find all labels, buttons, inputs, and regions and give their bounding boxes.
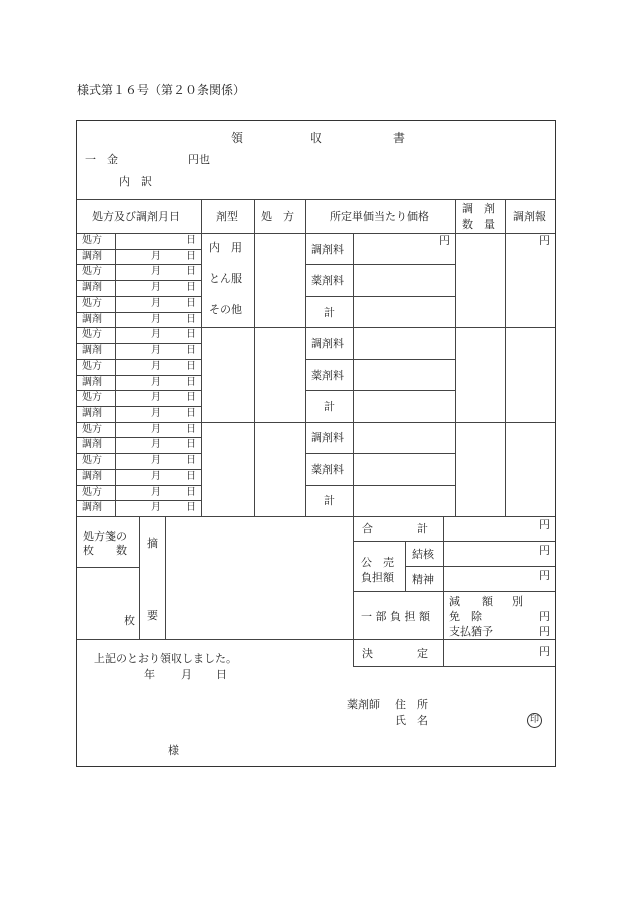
- row-label: 調剤: [82, 502, 102, 514]
- fee-item-line: [305, 359, 455, 360]
- day-label: 日: [186, 376, 196, 388]
- row-label: 処方: [82, 235, 102, 246]
- tb-label: 結核: [412, 548, 434, 561]
- header-quantity-bottom: 数 量: [462, 218, 495, 231]
- col-line-item: [353, 233, 354, 516]
- receipt-form: [76, 120, 556, 767]
- final-label: 決 定: [362, 647, 428, 660]
- row-label: 処方: [82, 455, 102, 467]
- day-label: 日: [186, 266, 196, 278]
- row-label: 調剤: [82, 376, 102, 388]
- title-char-1: 領: [231, 131, 244, 145]
- month-label: 月: [151, 486, 161, 498]
- day-label: 日: [186, 392, 196, 404]
- month-label: 月: [151, 439, 161, 451]
- row-line: [77, 343, 201, 344]
- remarks-col-line: [165, 516, 166, 639]
- month-label: 月: [151, 297, 161, 309]
- month-label: 月: [151, 360, 161, 372]
- final-yen: 円: [539, 645, 550, 658]
- col-line-form: [254, 199, 255, 516]
- month-label: 月: [151, 470, 161, 482]
- sheets-label-top: 処方箋の: [83, 530, 127, 543]
- block-line: [201, 327, 555, 328]
- day-label: 日: [186, 439, 196, 451]
- row-line: [77, 469, 201, 470]
- exemption-label: 免 除: [449, 610, 482, 623]
- receipt-statement: 上記のとおり領収しました。: [94, 652, 237, 665]
- mental-label: 精神: [412, 573, 434, 586]
- header-bottom-line: [77, 233, 555, 234]
- category-label: 別: [512, 595, 523, 608]
- row-label: 調剤: [82, 313, 102, 325]
- exemption-yen: 円: [539, 610, 550, 623]
- day-label: 日: [186, 360, 196, 372]
- sheets-col-line: [139, 516, 140, 639]
- day-label: 日: [186, 297, 196, 309]
- price-yen: 円: [439, 234, 450, 247]
- month-label: 月: [151, 392, 161, 404]
- fee-item-line: [305, 264, 455, 265]
- total-row-line: [353, 541, 555, 542]
- grid-bottom-line: [77, 516, 555, 517]
- month-label: 月: [151, 282, 161, 294]
- form-number: 様式第１６号（第２０条関係）: [77, 83, 246, 97]
- day-label: 日: [186, 329, 196, 341]
- row-line: [77, 249, 201, 250]
- row-label: 処方: [82, 329, 102, 341]
- row-label: 調剤: [82, 250, 102, 262]
- day-label: 日: [186, 455, 196, 467]
- month-label: 月: [151, 502, 161, 514]
- honorific: 様: [168, 744, 179, 757]
- row-label: 処方: [82, 486, 102, 498]
- dosage-form-label: 内 用: [209, 241, 242, 254]
- row-label: 調剤: [82, 407, 102, 419]
- month-label: 月: [151, 455, 161, 467]
- day-label: 日: [186, 486, 196, 498]
- month-label: 月: [151, 345, 161, 356]
- mental-yen: 円: [539, 569, 550, 582]
- row-label: 処方: [82, 297, 102, 309]
- title-char-3: 書: [393, 131, 406, 145]
- col-line-date: [201, 199, 202, 516]
- month-label: 月: [151, 376, 161, 388]
- dosage-form-label: その他: [209, 303, 242, 316]
- header-dosage-form: 剤型: [216, 210, 238, 223]
- row-label: 処方: [82, 423, 102, 435]
- month-label: 月: [151, 266, 161, 278]
- fee-yen: 円: [539, 234, 550, 247]
- final-bottom-line: [353, 666, 555, 667]
- row-line: [77, 296, 201, 297]
- header-fee: 調剤報: [513, 210, 546, 223]
- row-label: 調剤: [82, 345, 102, 356]
- month-label: 月: [151, 250, 161, 262]
- row-line: [77, 453, 201, 454]
- row-label: 調剤: [82, 439, 102, 451]
- day-label: 日: [186, 282, 196, 294]
- tb-yen: 円: [539, 544, 550, 557]
- fee-item-label: 調剤料: [311, 242, 344, 256]
- fee-item-label: 薬剤料: [311, 274, 344, 288]
- day-label: 日: [186, 502, 196, 514]
- year-label: 年: [144, 668, 155, 681]
- public-mid-line: [405, 566, 555, 567]
- row-label: 調剤: [82, 282, 102, 294]
- deferral-label: 支払猶予: [449, 625, 493, 638]
- day-label: 日: [186, 235, 196, 246]
- partial-label: 一 部 負 担 額: [361, 610, 430, 623]
- fee-item-line: [305, 485, 455, 486]
- title-char-2: 収: [310, 131, 323, 145]
- row-label: 処方: [82, 392, 102, 404]
- fee-item-line: [305, 453, 455, 454]
- row-line: [77, 359, 201, 360]
- fee-item-label: 計: [324, 399, 335, 413]
- fee-item-label: 薬剤料: [311, 462, 344, 476]
- public-label-top: 公 売: [361, 556, 394, 569]
- header-prescription: 処 方: [261, 210, 294, 223]
- fee-item-label: 調剤料: [311, 337, 344, 350]
- row-line: [77, 406, 201, 407]
- total-label: 合 計: [362, 522, 428, 535]
- row-label: 処方: [82, 266, 102, 278]
- fee-item-label: 計: [324, 305, 335, 319]
- day-label: 日: [186, 423, 196, 435]
- month-label: 月: [151, 329, 161, 341]
- day-label: 日: [186, 250, 196, 262]
- pharmacist-name: 氏 名: [395, 714, 428, 727]
- day-label: 日: [216, 668, 227, 681]
- month-label: 月: [151, 407, 161, 419]
- pharmacist-address: 住 所: [395, 698, 428, 711]
- row-line: [77, 422, 201, 423]
- deferral-yen: 円: [539, 625, 550, 638]
- public-label-bottom: 負担額: [361, 571, 394, 584]
- header-quantity-top: 調 剤: [462, 202, 495, 215]
- fee-item-label: 計: [324, 494, 335, 508]
- day-label: 日: [186, 313, 196, 325]
- month-label: 月: [181, 668, 192, 681]
- remarks-top: 摘: [147, 537, 158, 550]
- public-bottom-line: [353, 591, 555, 592]
- day-label: 日: [186, 470, 196, 482]
- row-label: 処方: [82, 360, 102, 372]
- row-label: 調剤: [82, 470, 102, 482]
- sheets-divider: [77, 567, 139, 568]
- row-line: [77, 375, 201, 376]
- pharmacist-label: 薬剤師: [347, 698, 380, 711]
- block-line: [201, 422, 555, 423]
- col-line-qty: [505, 199, 506, 516]
- day-label: 日: [186, 345, 196, 356]
- header-date: 処方及び調剤月日: [92, 210, 180, 223]
- header-unit-price: 所定単価当たり価格: [330, 210, 429, 223]
- fee-item-line: [305, 296, 455, 297]
- sheets-unit: 枚: [124, 614, 135, 627]
- month-label: 月: [151, 313, 161, 325]
- dosage-form-label: とん服: [209, 272, 242, 285]
- row-line: [77, 485, 201, 486]
- month-label: 月: [151, 423, 161, 435]
- fee-item-line: [305, 390, 455, 391]
- amount-suffix: 円也: [188, 153, 210, 166]
- remarks-bottom: 要: [147, 609, 158, 622]
- day-label: 日: [186, 407, 196, 419]
- lower-section-line: [77, 639, 555, 640]
- sheets-label-bottom: 枚 数: [83, 544, 127, 557]
- fee-item-label: 調剤料: [311, 431, 344, 445]
- col-line-price: [455, 199, 456, 516]
- header-top-line: [77, 199, 555, 200]
- amount-prefix: 一 金: [85, 153, 118, 166]
- col-line-rx: [305, 199, 306, 516]
- seal-icon: 印: [527, 713, 542, 728]
- row-line: [77, 312, 201, 313]
- breakdown-label: 内 訳: [119, 175, 152, 188]
- total-yen: 円: [539, 518, 550, 531]
- reduction-label: 減 額: [449, 595, 493, 608]
- fee-item-label: 薬剤料: [311, 368, 344, 382]
